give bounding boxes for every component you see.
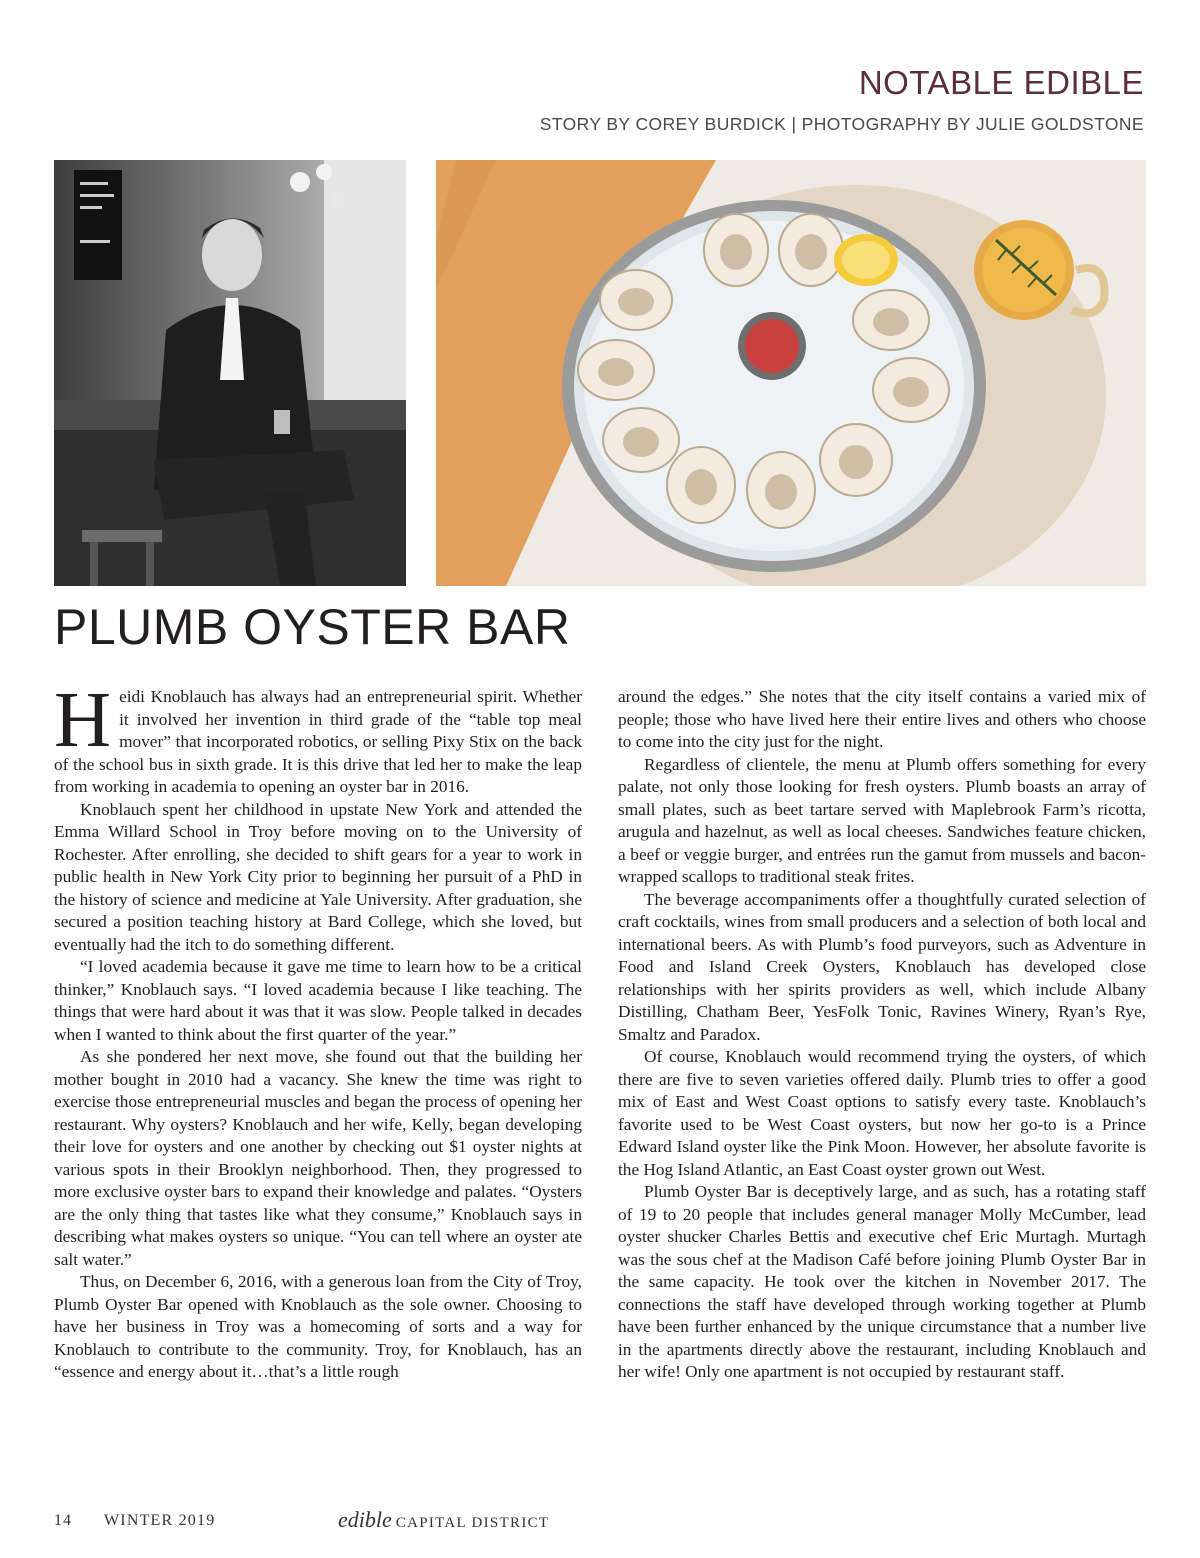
paragraph: Plumb Oyster Bar is deceptively large, and as such, has a rotating staff of 19 to 20 people that includes general manager Molly McCumber, lead oyster shucker Charles Bettis and executive chef Eric Murtagh. Murtagh was the sous chef at the Madison Café before joining Plumb Oyster Bar in the same capacity. He took over the kitchen in November 2017. The connections the staff have developed through working together at Plumb have been further enhanced by the unique circumstance that a number live in the apartments directly above the restaurant, including Knoblauch and her wife! Only one apartment is not occupied by restaurant staff. [618,1182,1146,1381]
page-number: 14 [54,1512,72,1529]
brand-region: CAPITAL DISTRICT [395,1515,550,1531]
oyster-platter-photo [436,160,1146,586]
article-column-right [618,686,1146,1384]
article-title: PLUMB OYSTER BAR [54,599,571,655]
portrait-photo [54,160,406,586]
paragraph-text: eidi Knoblauch has always had an entrepreneurial spirit. Whether it involved her invention in third grade of the “table top meal mover” that incorporated robotics, or selling Pixy Stix on the back of the school bus in sixth grade. It is this drive that led her to make the leap from working in academia to opening an oyster bar in 2016. [54,687,582,796]
paragraph: around the edges.” She notes that the city itself contains a varied mix of people; those who have lived here their entire lives and others who choose to come into the city just for the night. [618,687,1146,751]
drop-cap: H [54,677,112,764]
paragraph: Regardless of clientele, the menu at Plumb offers something for every palate, not only those looking for fresh oysters. Plumb boasts an array of small plates, such as beet tartare served with Maplebrook Farm’s ricotta, arugula and hazelnut, as well as local cheeses. Sandwiches feature chicken, a beef or veggie burger, and entrées run the gamut from mussels and bacon-wrapped scallops to traditional steak frites. [618,754,1146,886]
paragraph: Of course, Knoblauch would recommend trying the oysters, of which there are five to seven varieties offered daily. Plumb tries to offer a good mix of East and West Coast options to satisfy every taste. Knoblauch’s favorite used to be West Coast oysters, but now her go-to is a Prince Edward Island oyster like the Pink Moon. However, her absolute favorite is the Hog Island Atlantic, an East Coast oyster grown out West. [618,1047,1146,1179]
paragraph: Knoblauch spent her childhood in upstate New York and attended the Emma Willard School in Troy before moving on to the University of Rochester. After enrolling, she decided to shift gears for a year to work in public health in New York City prior to beginning her pursuit of a PhD in the history of science and medicine at Yale University. After graduation, she secured a position teaching history at Bard College, which she loved, but eventually had the itch to do something different. [54,799,582,954]
brand-edible: edible [338,1507,392,1532]
section-label: NOTABLE EDIBLE [858,64,1144,101]
paragraph: “I loved academia because it gave me time to learn how to be a critical thinker,” Knoblauch says. “I loved academia because I like teaching. The things that were hard about it was that it was slow. People talked in decades when I wanted to think about the first quarter of the year.” [54,957,582,1044]
article-column-left [54,677,582,1384]
byline: STORY BY COREY BURDICK | PHOTOGRAPHY BY JULIE GOLDSTONE [539,114,1144,134]
publication-name [338,1507,549,1533]
paragraph: Thus, on December 6, 2016, with a generous loan from the City of Troy, Plumb Oyster Bar opened with Knoblauch as the sole owner. Choosing to have her business in Troy was a homecoming of sorts and a way for Knoblauch to contribute to the community. Troy, for Knoblauch, has an “essence and energy about it…that’s a little rough [54,1272,582,1381]
paragraph: The beverage accompaniments offer a thoughtfully curated selection of craft cocktails, wines from small producers and a selection of both local and international beers. As with Plumb’s food purveyors, such as Adventure in Food and Island Creek Oysters, Knoblauch has developed close relationships with her spirits providers as well, which include Albany Distilling, Chatham Beer, YesFolk Tonic, Ravines Winery, Ryan’s Rye, Smaltz and Paradox. [618,889,1146,1044]
issue-date: WINTER 2019 [104,1512,216,1529]
paragraph: As she pondered her next move, she found out that the building her mother bought in 2010 had a vacancy. She knew the time was right to exercise those entrepreneurial muscles and began the process of opening her restaurant. Why oysters? Knoblauch and her wife, Kelly, began developing their love for oysters and one another by checking out $1 oyster nights at various spots in their Brooklyn neighborhood. Then, they progressed to more exclusive oyster bars to expand their knowledge and palates. “Oysters are the only thing that tastes like what they consume,” Knoblauch says in describing what makes oysters so unique. “You can tell where an oyster ate salt water.” [54,1047,582,1269]
paragraph [54,677,582,799]
